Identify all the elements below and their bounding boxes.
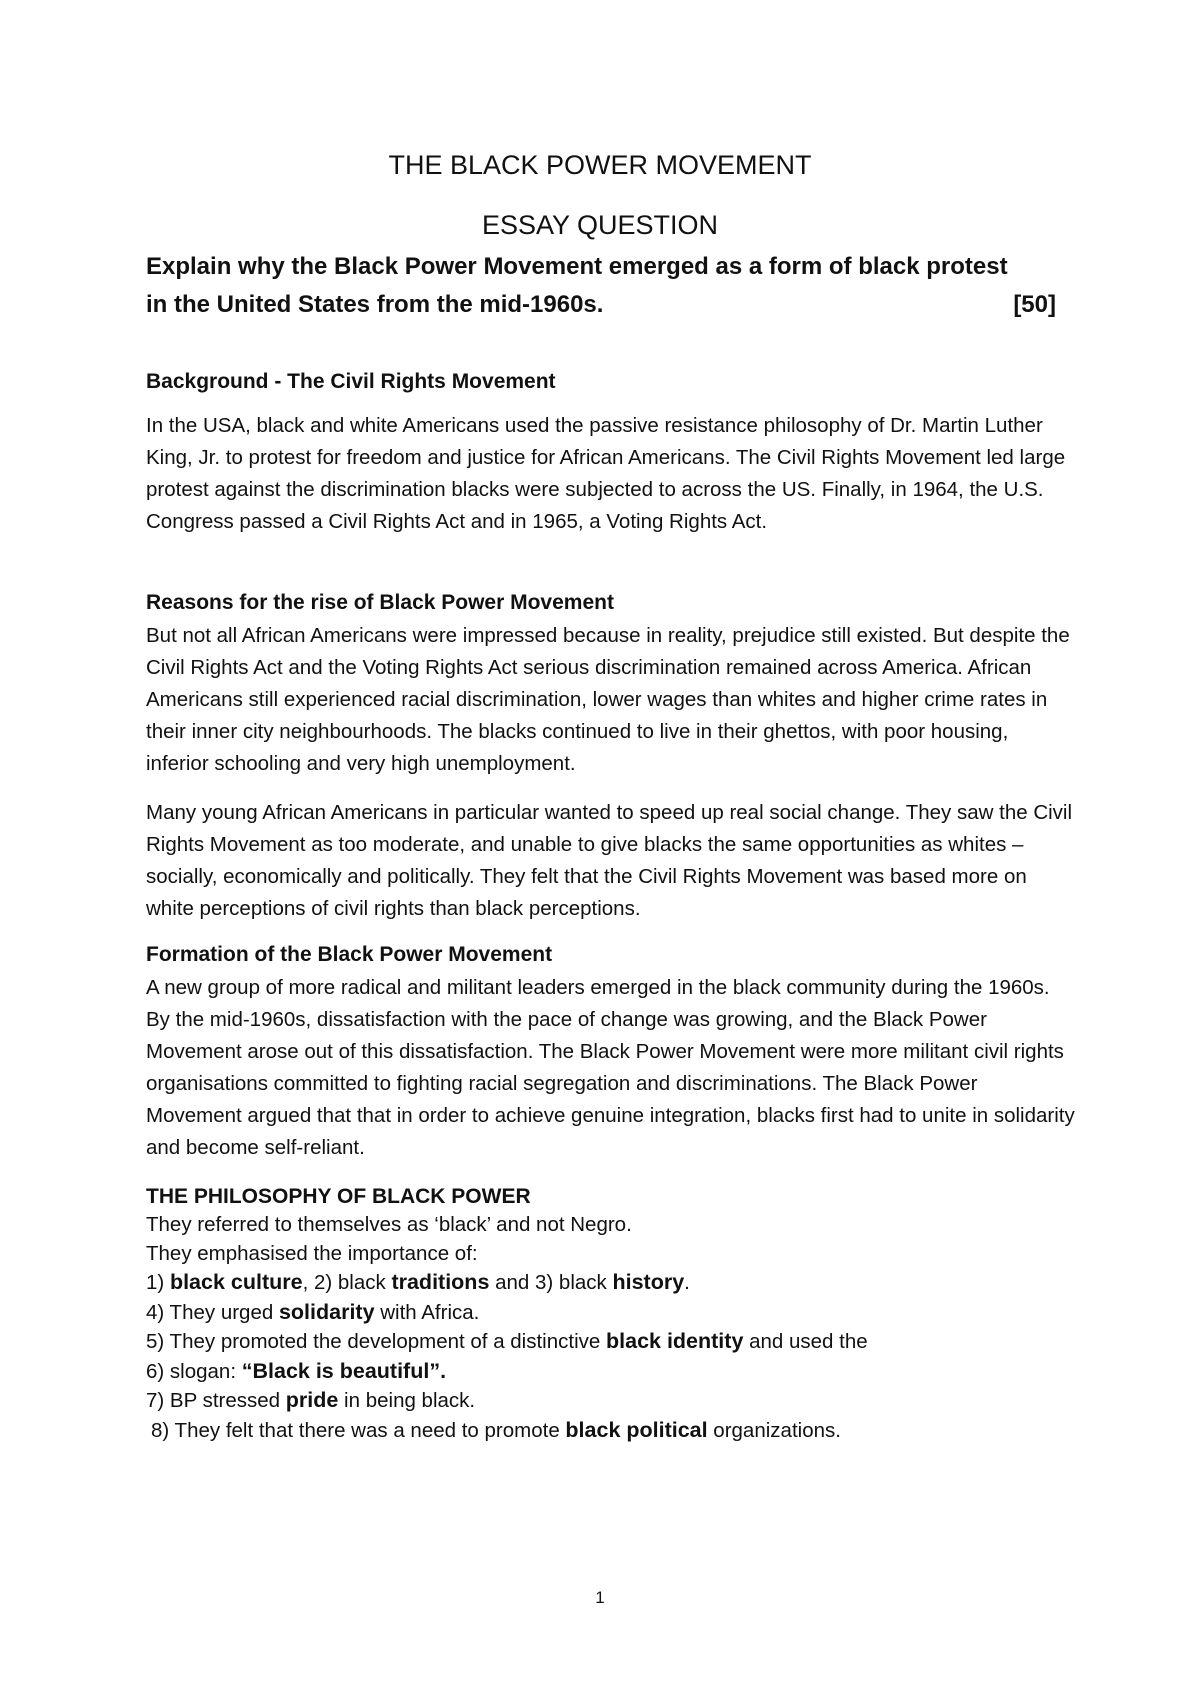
line3-bold-history: history xyxy=(612,1270,685,1294)
line3-part: and 3) black xyxy=(489,1271,613,1294)
line3-part: 1) xyxy=(146,1271,170,1294)
line6-bold-slogan: “Black is beautiful”. xyxy=(241,1358,447,1383)
line4-bold-solidarity: solidarity xyxy=(278,1299,375,1324)
line4-part: 4) They urged xyxy=(146,1300,279,1324)
philosophy-line-7 xyxy=(146,1386,1076,1416)
question-text-1: Explain why the Black Power Movement emerged as a form of black protest xyxy=(146,253,1008,280)
philosophy-line-1: They referred to themselves as ‘black’ and not Negro. xyxy=(146,1213,632,1236)
formation-heading: Formation of the Black Power Movement xyxy=(146,943,553,966)
philosophy-line-2: They emphasised the importance of: xyxy=(146,1241,478,1265)
philosophy-line-8 xyxy=(146,1416,1076,1446)
question-line-1 xyxy=(146,248,1056,286)
background-heading: Background - The Civil Rights Movement xyxy=(146,370,556,393)
line3-part: . xyxy=(684,1271,690,1294)
reasons-heading: Reasons for the rise of Black Power Movement xyxy=(146,591,614,614)
philosophy-line-4 xyxy=(146,1298,1076,1328)
line7-part: in being black. xyxy=(338,1389,476,1412)
essay-question xyxy=(146,248,1056,324)
philosophy-line-3 xyxy=(146,1268,1076,1298)
philosophy-list xyxy=(146,1211,1076,1445)
background-paragraph: In the USA, black and white Americans used the passive resistance philosophy of Dr. Martin Luther King, Jr. to protest for freedom and justice for African Americans. The Civil Rights Movement led large protest against the discrimination blacks were subjected to across the US. Finally, in 1964, the U.S. Congress passed a Civil Rights Act and in 1965, a Voting Rights Act. xyxy=(146,414,1066,533)
line3-bold-culture: black culture xyxy=(169,1270,303,1294)
line5-bold-identity: black identity xyxy=(606,1329,744,1353)
question-line-2 xyxy=(146,286,1056,324)
line7-bold-pride: pride xyxy=(285,1388,339,1412)
philosophy-line-5 xyxy=(146,1327,1076,1357)
line6-part: 6) slogan: xyxy=(146,1359,242,1383)
reasons-paragraph-2: Many young African Americans in particular wanted to speed up real social change. They saw the Civil Rights Movement as too moderate, and unable to give blacks the same opportunities as whites – socially, economically and politically. They felt that the Civil Rights Movement was based more on white perceptions of civil rights than black perceptions. xyxy=(146,801,1073,920)
line5-part: 5) They promoted the development of a distinctive xyxy=(146,1330,606,1353)
philosophy-heading: THE PHILOSOPHY OF BLACK POWER xyxy=(146,1185,531,1208)
line7-part: 7) BP stressed xyxy=(146,1389,286,1412)
line8-part: organizations. xyxy=(707,1418,841,1442)
line3-bold-traditions: traditions xyxy=(391,1270,490,1294)
line8-part: 8) They felt that there was a need to promote xyxy=(151,1418,566,1442)
page-title: THE BLACK POWER MOVEMENT xyxy=(388,150,812,180)
line5-part: and used the xyxy=(743,1330,868,1353)
line4-part: with Africa. xyxy=(374,1300,480,1324)
philosophy-line-6 xyxy=(146,1357,1076,1387)
page-number: 1 xyxy=(595,1588,605,1607)
reasons-paragraph-1: But not all African Americans were impressed because in reality, prejudice still existed. But despite the Civil Rights Act and the Voting Rights Act serious discrimination remained across America. African Americans still experienced racial discrimination, lower wages than whites and higher crime rates in their inner city neighbourhoods. The blacks continued to live in their ghettos, with poor housing, inferior schooling and very high unemployment. xyxy=(146,624,1070,775)
question-text-2: in the United States from the mid-1960s. xyxy=(146,291,604,318)
question-marks: [50] xyxy=(1013,291,1056,318)
page-subtitle: ESSAY QUESTION xyxy=(481,210,719,240)
line3-part: , 2) black xyxy=(302,1271,392,1294)
formation-paragraph: A new group of more radical and militant leaders emerged in the black community during the 1960s. By the mid-1960s, dissatisfaction with the pace of change was growing, and the Black Power Movement arose out of this dissatisfaction. The Black Power Movement were more militant civil rights organisations committed to fighting racial segregation and discriminations. The Black Power Movement argued that that in order to achieve genuine integration, blacks first had to unite in solidarity and become self-reliant. xyxy=(146,976,1075,1159)
line8-bold-political: black political xyxy=(565,1417,708,1442)
